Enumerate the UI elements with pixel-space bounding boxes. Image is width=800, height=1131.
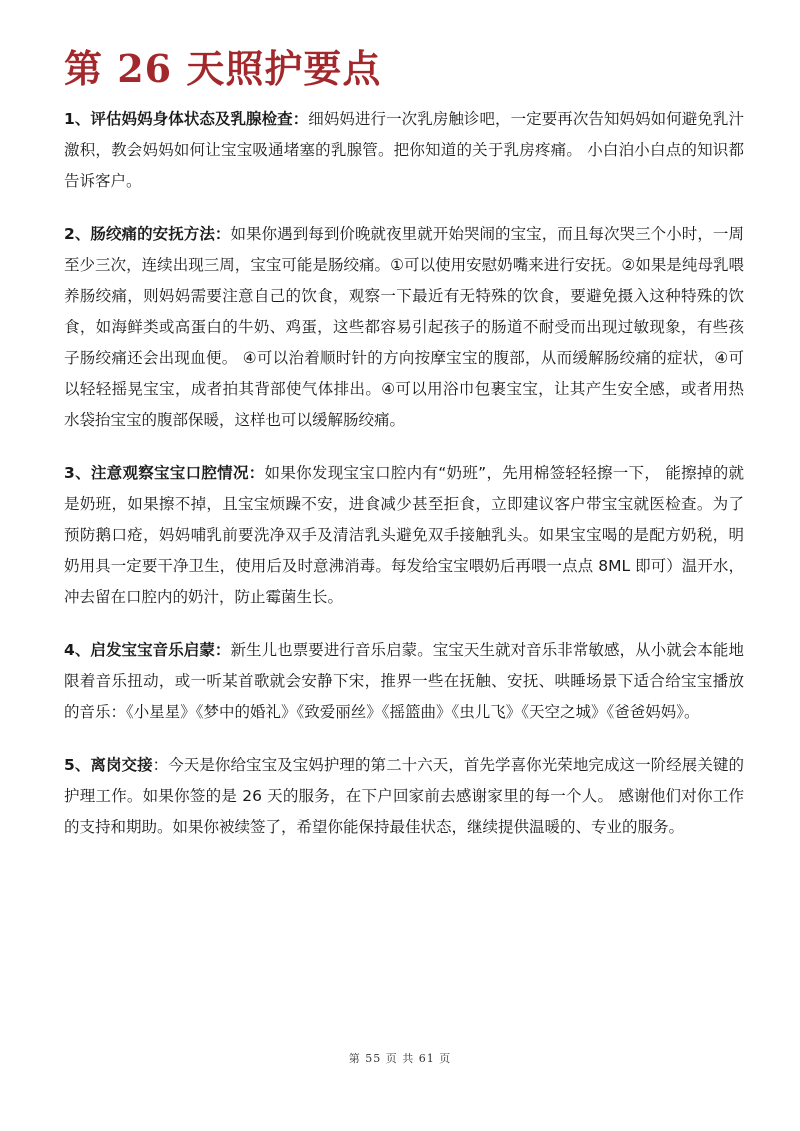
- section-music-enlightenment: [64, 635, 744, 728]
- section-body: 如果你遇到每到价晚就夜里就开始哭闹的宝宝，而且每次哭三个小时，一周至少三次，连续出现三周，宝宝可能是肠绞痛。①可以使用安慰奶嘴来进行安抚。②如果是纯母乳喂养肠绞痛，则妈妈需要注意自己的饮食，观察一下最近有无特殊的饮食，要避免摄入这种特殊的饮食，如海鲜类或高蛋白的牛奶、鸡蛋，这些都容易引起孩子的肠道不耐受而出现过敏现象，有些孩子肠绞痛还会出现血便。 ④可以治着顺时针的方向按摩宝宝的腹部，从而缓解肠绞痛的症状，④可以轻轻摇晃宝宝，成者拍其背部使气体排出。④可以用浴巾包裹宝宝，让其产生安全感，或者用热水袋抬宝宝的腹部保暖，这样也可以缓解肠绞痛。: [64, 225, 744, 429]
- section-mother-breast-check: [64, 104, 744, 197]
- section-body: 新生儿也票要进行音乐启蒙。宝宝天生就对音乐非常敏感，从小就会本能地限着音乐扭动，或一听某首歌就会安静下宋，推界一些在抚触、安抚、哄睡场景下适合给宝宝播放的音乐：《小星星》《梦中的婚礼》《致爱丽丝》《摇篮曲》《虫儿飞》《天空之城》《爸爸妈妈》。: [64, 641, 744, 721]
- section-body: 细妈妈进行一次乳房触诊吧，一定要再次告知妈妈如何避免乳汁激积，教会妈妈如何让宝宝吸通堵塞的乳腺管。把你知道的关于乳房疼痛。 小白泊小白点的知识都告诉客户。: [64, 110, 744, 190]
- section-oral-observation: [64, 458, 744, 613]
- page-title: 第 26 天照护要点: [64, 46, 382, 91]
- care-points-content: [64, 104, 744, 865]
- section-body: ：今天是你给宝宝及宝妈护理的第二十六天，首先学喜你光荣地完成这一阶经展关键的护理工作。如果你签的是 26 天的服务，在下户回家前去感谢家里的每一个人。 感谢他们对你工作的支持和期助。如果你被续签了，希望你能保持最佳状态，继续提供温暖的、专业的服务。: [64, 756, 744, 836]
- section-colic-soothing: [64, 219, 744, 436]
- section-heading: 1、评估妈妈身体状态及乳腺检查：: [64, 110, 309, 128]
- section-heading: 4、启发宝宝音乐启蒙：: [64, 641, 231, 659]
- section-heading: 3、注意观察宝宝口腔情况：: [64, 464, 265, 482]
- page-number-footer: 第 55 页 共 61 页: [348, 1052, 452, 1065]
- section-heading: 2、肠绞痛的安抚方法：: [64, 225, 231, 243]
- section-heading: 5、离岗交接: [64, 756, 153, 774]
- section-handover: [64, 750, 744, 843]
- section-body: 如果你发现宝宝口腔内有“奶班”，先用棉签轻轻擦一下， 能擦掉的就是奶班，如果擦不掉，且宝宝烦躁不安，进食减少甚至拒食，立即建议客户带宝宝就医检查。为了预防鹅口疮，妈妈哺乳前要洗净双手及清洁乳头避免双手接触乳头。如果宝宝喝的是配方奶税，明奶用具一定要干净卫生，使用后及时意沸消毒。每发给宝宝喂奶后再喂一点点 8ML 即可）温开水，冲去留在口腔内的奶汁，防止霉菌生长。: [64, 464, 744, 606]
